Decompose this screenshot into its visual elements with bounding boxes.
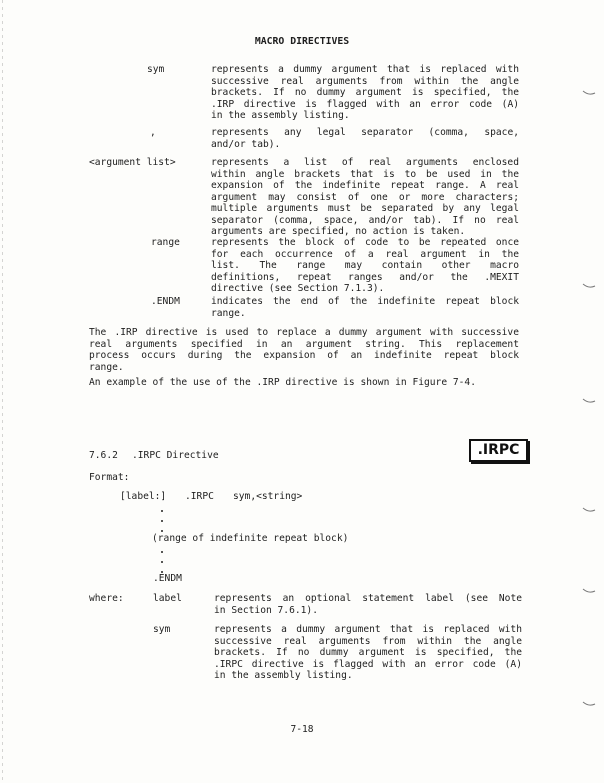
irpc-margin-badge: .IRPC: [469, 439, 528, 462]
definition-separator: [211, 127, 519, 150]
text-line: real arguments specified in an argument string. This replacement: [89, 338, 519, 350]
text-line: list. The range may contain other macro: [211, 260, 519, 271]
term-argument-list: <argument list>: [89, 157, 176, 168]
text-line: successive real arguments from within the angle: [211, 75, 519, 87]
text-line: represents a dummy argument that is replaced with: [214, 624, 522, 635]
term-label: label: [153, 593, 182, 604]
irp-description-paragraph: [89, 327, 519, 373]
text-line: argument may consist of one or more characters;: [211, 191, 519, 203]
text-line: for each occurrence of a real argument in the: [211, 248, 519, 260]
text-line: and/or tab).: [211, 138, 281, 150]
text-line: indicates the end of the indefinite repeat block: [211, 296, 519, 307]
format-directive: .IRPC: [185, 491, 214, 502]
binding-mark: [582, 507, 596, 513]
ellipsis-dot: [161, 530, 163, 532]
definition-range: [211, 237, 519, 295]
ellipsis-dot: [161, 520, 163, 522]
text-line: represents the block of code to be repeated once: [211, 237, 519, 248]
text-line: .IRP directive is flagged with an error code (A): [211, 98, 519, 110]
binding-mark: [582, 398, 596, 404]
definition-sym: [214, 624, 522, 682]
text-line: process occurs during the expansion of an indefinite repeat block: [89, 350, 519, 361]
format-label-placeholder: [label:]: [120, 491, 167, 502]
binding-mark: [582, 701, 596, 707]
page-header: MACRO DIRECTIVES: [254, 36, 350, 47]
term-separator: ,: [150, 127, 156, 138]
page-number: 7-18: [290, 724, 314, 735]
definition-argument-list: [211, 157, 519, 238]
definition-sym: [211, 64, 519, 122]
figure-reference-paragraph: An example of the use of the .IRP directive is shown in Figure 7-4.: [89, 377, 476, 388]
term-range: range: [151, 237, 180, 248]
where-label: where:: [89, 593, 124, 604]
ellipsis-dot: [161, 510, 163, 512]
text-line: in the assembly listing.: [211, 110, 350, 121]
scan-edge: [2, 0, 3, 783]
term-sym: sym: [147, 64, 165, 75]
text-line: range.: [89, 361, 124, 373]
text-line: expansion of the indefinite repeat range. A real: [211, 180, 519, 191]
text-line: represents any legal separator (comma, space,: [211, 127, 519, 138]
binding-mark: [582, 283, 596, 289]
text-line: range.: [211, 307, 246, 319]
definition-endm: [211, 296, 519, 319]
section-number: 7.6.2: [89, 450, 118, 461]
format-label: Format:: [89, 472, 130, 483]
text-line: in the assembly listing.: [214, 670, 353, 681]
text-line: in Section 7.6.1).: [214, 604, 318, 616]
text-line: successive real arguments from within the angle: [214, 635, 522, 647]
text-line: brackets. If no dummy argument is specified, the: [214, 647, 522, 658]
text-line: separator (comma, space, and/or tab). If no real: [211, 214, 519, 226]
text-line: multiple arguments must be separated by any legal: [211, 203, 519, 214]
text-line: The .IRP directive is used to replace a dummy argument with successive: [89, 327, 519, 338]
text-line: directive (see Section 7.1.3).: [211, 283, 385, 294]
format-endm: .ENDM: [153, 573, 182, 584]
binding-mark: [582, 588, 596, 594]
term-endm: .ENDM: [151, 296, 180, 307]
text-line: represents a list of real arguments enclosed: [211, 157, 519, 168]
text-line: brackets. If no dummy argument is specified, the: [211, 87, 519, 98]
term-sym: sym: [153, 624, 171, 635]
format-arguments: sym,<string>: [233, 491, 303, 502]
format-range: (range of indefinite repeat block): [152, 533, 349, 544]
text-line: .IRPC directive is flagged with an error code (A): [214, 658, 522, 670]
text-line: within angle brackets that is to be used in the: [211, 168, 519, 180]
ellipsis-dot: [161, 551, 163, 553]
ellipsis-dot: [161, 561, 163, 563]
text-line: definitions, repeat ranges and/or the .MEXIT: [211, 271, 519, 283]
text-line: arguments are specified, no action is taken.: [211, 226, 466, 237]
section-title: .IRPC Directive: [132, 450, 219, 461]
binding-mark: [582, 90, 596, 96]
definition-label: [214, 593, 522, 616]
text-line: represents an optional statement label (see Note: [214, 593, 522, 604]
text-line: represents a dummy argument that is replaced with: [211, 64, 519, 75]
